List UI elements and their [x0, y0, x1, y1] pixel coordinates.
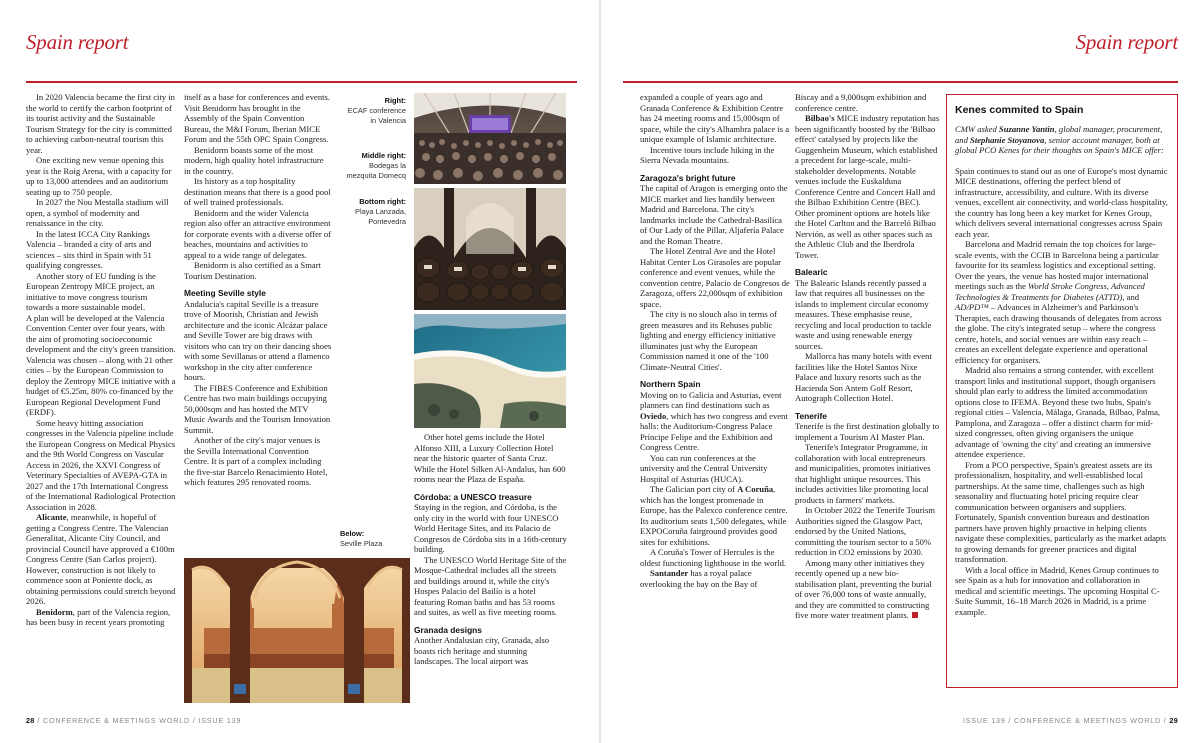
- paragraph: Tenerife's Integrator Programme, in collaboration with local entrepreneurs and municipalities, promotes initiatives that highlight unique resources. This includes activities like promoting local products in farmers' markets.: [795, 442, 931, 505]
- paragraph-text: Among many other initiatives they recently opened up a new bio-stabilisation plant, preventing the burial of over 76,000 tons of waste annually, and they are committed to constructing five more water treatment plants.: [795, 557, 932, 620]
- article-column-1: [640, 92, 790, 589]
- caption-label: Bottom right:: [359, 197, 406, 206]
- subheading: Meeting Seville style: [184, 288, 266, 298]
- place-name: A Coruña: [737, 484, 774, 494]
- paragraph: Benidorm and the wider Valencia region also offer an attractive environment for corporate events with a diverse offer of beaches, mountains and activities to appeal to a wide range of delegates.: [184, 207, 332, 260]
- paragraph: [640, 484, 790, 547]
- paragraph: Some heavy hitting association congresses in the Valencia pipeline include the European Congress on Medical Physics and the 9th World Congress on Vascular Access in 2026, the XXVI Congress of Veterinary Specialties of AVEPA-GTA in 2027 and the 17th International Congress of the International Radiological Protection Association in 2028.: [26, 417, 176, 512]
- left-page: [0, 0, 599, 743]
- person-name: Stephanie Stoyanova: [970, 134, 1045, 145]
- paragraph-text: , which has the longest promenade in Europe, has the Palexco conference centre. Its auditorium seats 1,500 delegates, while EXPOCoruña fairground provides good sites for exhibitions.: [640, 484, 788, 547]
- paragraph: The UNESCO World Heritage Site of the Mosque-Cathedral includes all the streets and buildings around it, while the city's Hospes Palacio del Bailío is a hotel featuring Roman baths and has 53 rooms and suites, as well as five meeting rooms.: [414, 554, 567, 617]
- paragraph: Another of the city's major venues is the Sevilla International Convention Centre. It is part of a complex including the five-star Barcelo Renacimiento Hotel, which features 295 renovated rooms.: [184, 435, 328, 487]
- caption-label: Middle right:: [361, 151, 406, 160]
- caption-label: Right:: [384, 96, 406, 105]
- paragraph: Staying in the region, and Córdoba, is the only city in the world with four UNESCO World Heritage Sites, and its Palacio de Congresos de Córdoba sits in a 16th-century building.: [414, 502, 567, 554]
- paragraph: [26, 512, 176, 607]
- place-name: Bilbao's: [805, 113, 835, 123]
- place-name: Santander: [650, 568, 689, 578]
- paragraph: Tenerife is the first destination globally to implement a Tourism AI Master Plan.: [795, 421, 940, 442]
- paragraph-text: The Galician port city of: [650, 484, 738, 494]
- paragraph: itself as a base for conferences and events. Visit Benidorm has brought in the Assembly of the Spain Convention Bureau, the M&I Forum, Iberian MICE Forum and the 55th OPC Spain Congress.: [184, 92, 331, 144]
- paragraph: The city is no slouch also in terms of green measures and its Rehuses public lighting and energy efficiency initiative illuminates just why the European Commission named it one of the '100 Climate-Neutral Cities'.: [640, 309, 777, 372]
- conference-hall-photo: [414, 93, 566, 184]
- intro-text: CMW asked: [955, 124, 999, 134]
- event-name: AD/PD™: [955, 302, 989, 312]
- paragraph: [955, 239, 1169, 365]
- page-number: 29: [1169, 716, 1178, 725]
- event-name: World Stroke Congress, Advanced Technologies & Treatments for Diabetes (ATTD): [955, 281, 1145, 302]
- paragraph-text: MICE industry reputation has been significantly boosted by the 'Bilbao effect' catalysed by projects like the Guggenheim Museum, which established a precedent for large-scale, multi-stakeholder developments. Notable venues include the Euskalduna Conference Centre and Concert Hall and the Bilbao Exhibition Centre (BEC). Other prominent options are hotels like the Hotel Carlton and the Barceló Bilbao Nervión, as well as other spaces such as the Athletic Club and the Iberdrola Tower.: [795, 113, 940, 260]
- header-rule: [623, 81, 1178, 83]
- paragraph: expanded a couple of years ago and Granada Conference & Exhibition Centre has 24 meeting rooms and 15,000sqm of space, while the city's Alhambra palace is a unique example of Islamic architecture.: [640, 92, 790, 144]
- subheading: Balearic: [795, 267, 828, 277]
- subheading: Granada designs: [414, 624, 482, 635]
- subheading: Córdoba: a UNESCO treasure: [414, 491, 532, 502]
- paragraph: In 2027 the Nou Mestalla stadium will open, a symbol of modernity and renaissance in the city.: [26, 197, 169, 228]
- paragraph-text: Barcelona and Madrid remain the top choices for large-scale events, with the CCIB in Barcelona being a particular favourite for its seamless logistics and exceptional setting. Over the years, the venue has hosted major international meetings such as the: [955, 239, 1159, 291]
- article-column-3: [414, 432, 568, 667]
- photo-caption: [340, 197, 406, 227]
- paragraph: Madrid also remains a strong contender, with excellent transport links and institutional support, though organisers should plan early to address the limited accommodation options close to IFEMA. Beyond these two hubs, Spain's regional cities – Valencia, Málaga, Granada, Bilbao, Palma, Pamplona, and Zaragoza – offer a distinct charm for mid-sized congresses, often giving organisers the unique advantage of 'owning the city' and creating an immersive attendee experience.: [955, 365, 1161, 459]
- paragraph: From a PCO perspective, Spain's greatest assets are its professionalism, hospitality, and well-established local partnerships. At the same time, challenges such as high seasonality and fluctuating hotel pricing require clear communication between organisers and suppliers. Fortunately, Spanish convention bureaus and destination partners have proven highly proactive in helping clients navigate these complexities, particularly as the market adapts to growing demands for greener practices and digital transformation.: [955, 459, 1166, 564]
- subheading: Zaragoza's bright future: [640, 172, 736, 183]
- paragraph: Another Andalusian city, Granada, also boasts rich heritage and stunning landscapes. The local airport was: [414, 635, 549, 666]
- photo-caption: [340, 151, 406, 181]
- paragraph: The capital of Aragon is emerging onto the MICE market and lies handily between Madrid and Barcelona. The city's landmarks include the Cathedral-Basilica of Our Lady of the Pillar, Aljafería Palace and the Roman Theatre.: [640, 183, 788, 246]
- paragraph: [795, 558, 940, 621]
- paragraph: Incentive tours include hiking in the Sierra Nevada mountains.: [640, 144, 775, 165]
- paragraph: Benidorm boasts some of the most modern, high quality hotel infrastructure in the country.: [184, 144, 324, 176]
- paragraph: In October 2022 the Tenerife Tourism Authorities signed the Glasgow Pact, endorsed by the United Nations, committing the tourism sector to a 50% reduction in CO2 emissions by 2030.: [795, 505, 935, 557]
- paragraph: [795, 113, 940, 260]
- paragraph: Mallorca has many hotels with event facilities like the Hotel Santos Nixe Palace and luxury resorts such as the Hacienda Son Antem Golf Resort, Autograph Collection Hotel.: [795, 351, 932, 403]
- article-column-2: [184, 92, 332, 488]
- place-name: Oviedo: [640, 410, 667, 421]
- paragraph-text: , part of the Valencia region, has been busy in recent years promoting: [26, 606, 171, 627]
- seville-plaza-photo: [184, 558, 410, 703]
- paragraph: Andalucia's capital Seville is a treasure trove of Moorish, Christian and Jewish architecture and the iconic Alcázar palace and Seville Tower are big draws with visitors who can try on their dancing shoes with some Sevillanas or attend a flamenco workshop in the city after conference hours.: [184, 298, 332, 382]
- subheading: Northern Spain: [640, 379, 701, 389]
- section-title: Spain report: [1075, 30, 1178, 54]
- paragraph: Benidorm is also certified as a Smart Tourism Destination.: [184, 260, 321, 281]
- page-footer: [26, 716, 241, 725]
- sidebar-title: Kenes commited to Spain: [955, 104, 1084, 116]
- paragraph: [26, 607, 176, 628]
- beach-photo: [414, 314, 566, 428]
- paragraph: Biscay and a 9,000sqm exhibition and conference centre.: [795, 92, 927, 113]
- place-name: Alicante: [36, 512, 67, 522]
- paragraph: The FIBES Conference and Exhibition Centre has two main buildings occupying 50,000sqm and has hosted the MTV Music Awards and the Tourism Innovation Summit.: [184, 382, 331, 435]
- article-column-2: [795, 92, 940, 621]
- paragraph: You can run conferences at the university and the Central University Hospital of Asturias (HUCA).: [640, 452, 768, 484]
- intro-text: , global manager, procurement, and: [955, 124, 1163, 145]
- paragraph: Its history as a top hospitality destination means that there is a good pool of well trained professionals.: [184, 176, 331, 207]
- paragraph-text: , which has two congress and event halls: the Auditorium-Congress Palace Príncipe Felipe and the Exhibition and Congress Centre.: [640, 410, 788, 452]
- paragraph-text: Moving on to Galicia and Asturias, event planners can find destinations such as: [640, 389, 782, 410]
- paragraph-text: has a royal palace overlooking the bay on the Bay of: [640, 568, 758, 589]
- caption-text: Seville Plaza: [340, 539, 383, 548]
- paragraph: In the latest ICCA City Rankings Valencia – branded a city of arts and sciences – sits third in Spain with 51 qualifying congresses.: [26, 228, 152, 270]
- section-title: Spain report: [26, 30, 129, 54]
- paragraph-text: , meanwhile, is hopeful of getting a Congress Centre. The Valencian Generalitat, Alicante City Council, and provincial Council have approved a €100m Congress Centre (San Carlos project). However, construction is not likely to commence soon at Poniente dock, as obtaining permissions could stretch beyond 2026.: [26, 512, 176, 606]
- footer-text: ISSUE 139 / CONFERENCE & MEETINGS WORLD /: [962, 716, 1167, 725]
- person-name: Suzanne Yantin: [998, 124, 1055, 134]
- caption-text: Bodegas la mezquita Domecq: [346, 161, 406, 180]
- place-name: Benidorm: [36, 606, 73, 617]
- paragraph-text: – Advances in Alzheimer's and Parkinson's Therapies, each drawing thousands of delegates from across the globe. The city's integrated setup – where the congress centre, hotels, and social venues are within easy reach – creates an excellent delegate experience and operational efficiency for organisers.: [955, 302, 1162, 365]
- paragraph: A plan will be developed at the Valencia Convention Center over four years, with the aim of promoting socioeconomic development and the city's green transition. Valencia was chosen – along with 21 other cities – by the European Commission to deploy the Zentropy MICE initiative with a budget of €5.25m, 80% co-financed by the European Regional Development Fund (ERDF).: [26, 312, 176, 417]
- paragraph: Other hotel gems include the Hotel Alfonso XIII, a Luxury Collection Hotel near the historic quarter of Santa Cruz. While the Hotel Silken Al-Andalus, has 600 rooms near the Plaza de España.: [414, 432, 566, 484]
- kenes-sidebar: [946, 94, 1178, 688]
- paragraph: A Coruña's Tower of Hercules is the oldest functioning lighthouse in the world.: [640, 547, 787, 568]
- caption-text: Playa Lanzada, Pontevedra: [355, 207, 406, 226]
- paragraph: The Hotel Zentral Ave and the Hotel Habitat Center Los Girasoles are popular conference and event venues, while the convention centre, Palacio de Congresos de Zaragoza, offers 22,000sqm of exhibition space.: [640, 246, 790, 309]
- sidebar-intro: [955, 124, 1169, 156]
- caption-label: Below:: [340, 529, 365, 538]
- right-page: [601, 0, 1200, 743]
- end-mark-icon: [912, 612, 918, 618]
- paragraph: [640, 390, 790, 453]
- paragraph: Spain continues to stand out as one of Europe's most dynamic MICE destinations, offering the perfect blend of infrastructure, accessibility, and culture. With its diverse venues, excellent air connectivity, and world-class hospitality, the country has long been a key market for Kenes Group, which delivers several international congresses across Spain each year.: [955, 165, 1168, 239]
- photo-caption: [340, 529, 406, 549]
- paragraph: One exciting new venue opening this year is the Roig Arena, with a capacity for up to 13,000 attendees and an auditorium seating up to 750 people.: [26, 155, 172, 197]
- paragraph: The Balearic Islands recently passed a law that requires all businesses on the islands to implement circular economy measures. These emphasise reuse, recycling and local production to tackle waste and using renewable energy sources.: [795, 277, 932, 351]
- paragraph: [640, 568, 790, 589]
- subheading: Tenerife: [795, 410, 827, 421]
- paragraph-text: , and: [1122, 291, 1140, 302]
- page-footer: [963, 716, 1178, 725]
- article-column-1: [26, 92, 176, 628]
- paragraph: In 2020 Valencia became the first city in the world to certify the carbon footprint of its tourist activity and the Sustainable Tourism Strategy for the city is committed to achieving carbon-neutral tourism this year.: [26, 92, 175, 155]
- page-number: 28: [26, 716, 35, 725]
- paragraph: With a local office in Madrid, Kenes Group continues to see Spain as a hub for innovation and collaboration in medical and scientific meetings. The upcoming Hospital C-Suite Summit, 16–18 March 2026 in Madrid, is a prime example.: [955, 564, 1160, 617]
- caption-text: ECAF conference in Valencia: [347, 106, 406, 125]
- bodega-photo: [414, 188, 566, 310]
- paragraph: Another story of EU funding is the European Zentropy MICE project, an initiative to move congress tourism towards a more sustainable model.: [26, 270, 156, 312]
- header-rule: [26, 81, 577, 83]
- intro-text: , senior account manager, both at global PCO Kenes for their thoughts on Spain's MICE offer:: [955, 134, 1164, 155]
- photo-caption: [340, 96, 406, 126]
- footer-text: / CONFERENCE & MEETINGS WORLD / ISSUE 139: [37, 716, 242, 725]
